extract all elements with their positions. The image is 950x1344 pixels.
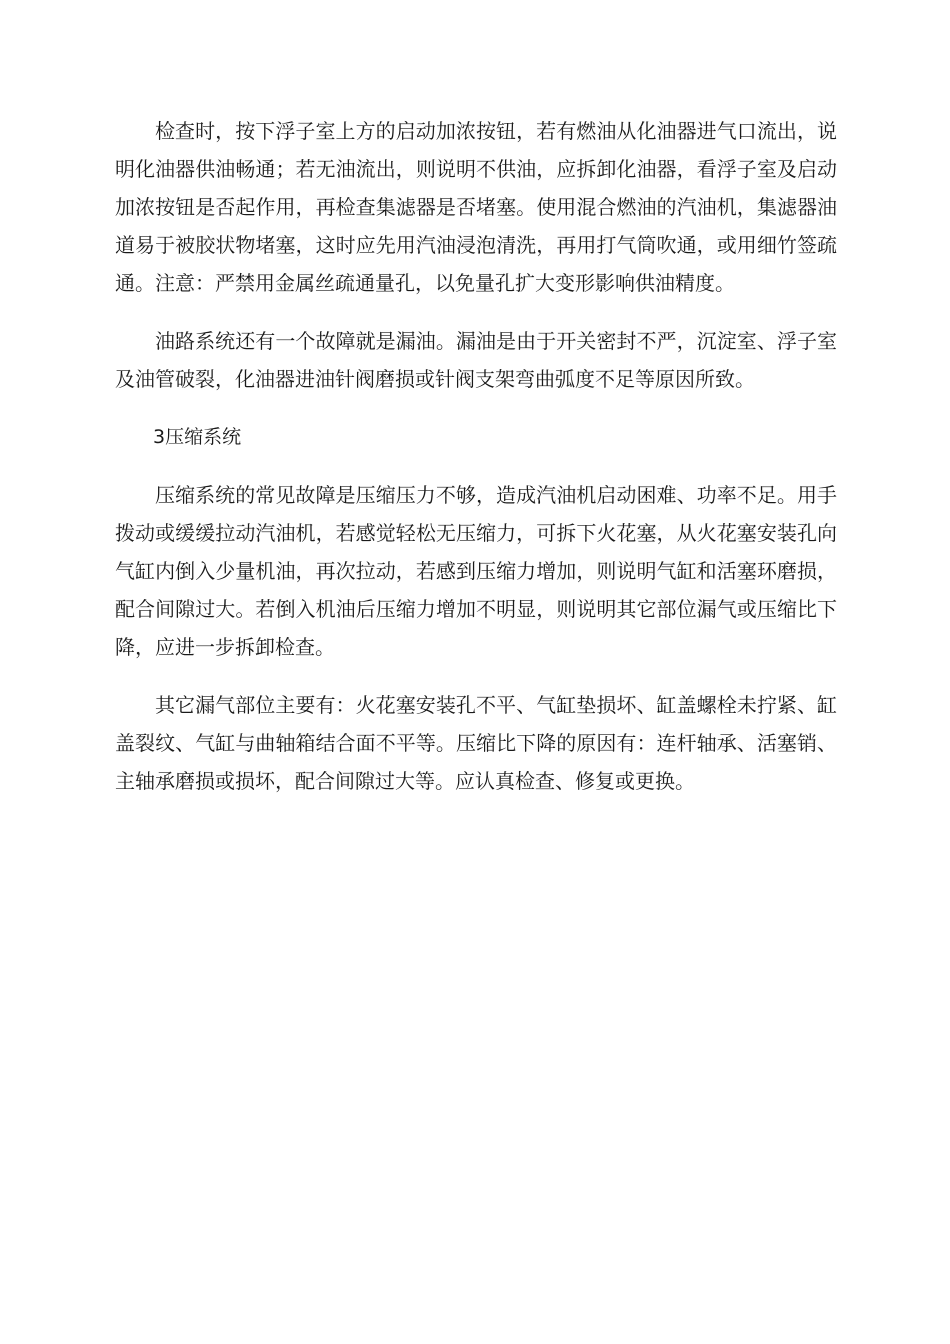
paragraph-leak-locations: 其它漏气部位主要有：火花塞安装孔不平、气缸垫损坏、缸盖螺栓未拧紧、缸盖裂纹、气缸与曲轴箱结合面不平等。压缩比下降的原因有：连杆轴承、活塞销、主轴承磨损或损坏，配合间隙过大等。应认真检查、修复或更换。 — [115, 693, 837, 793]
document-body — [115, 112, 837, 820]
paragraph-carburetor-check: 检查时，按下浮子室上方的启动加浓按钮，若有燃油从化油器进气口流出，说明化油器供油畅通；若无油流出，则说明不供油，应拆卸化油器，看浮子室及启动加浓按钮是否起作用，再检查集滤器是否堵塞。使用混合燃油的汽油机，集滤器油道易于被胶状物堵塞，这时应先用汽油浸泡清洗，再用打气筒吹通，或用细竹签疏通。注意：严禁用金属丝疏通量孔，以免量孔扩大变形影响供油精度。 — [115, 119, 837, 295]
paragraph-compression-fault: 压缩系统的常见故障是压缩压力不够，造成汽油机启动困难、功率不足。用手拨动或缓缓拉动汽油机，若感觉轻松无压缩力，可拆下火花塞，从火花塞安装孔向气缸内倒入少量机油，再次拉动，若感到压缩力增加，则说明气缸和活塞环磨损，配合间隙过大。若倒入机油后压缩力增加不明显，则说明其它部位漏气或压缩比下降，应进一步拆卸检查。 — [115, 483, 837, 659]
section-heading-compression-system: 3压缩系统 — [153, 426, 242, 448]
paragraph-fuel-leak: 油路系统还有一个故障就是漏油。漏油是由于开关密封不严，沉淀室、浮子室及油管破裂，化油器进油针阀磨损或针阀支架弯曲弧度不足等原因所致。 — [115, 329, 837, 391]
